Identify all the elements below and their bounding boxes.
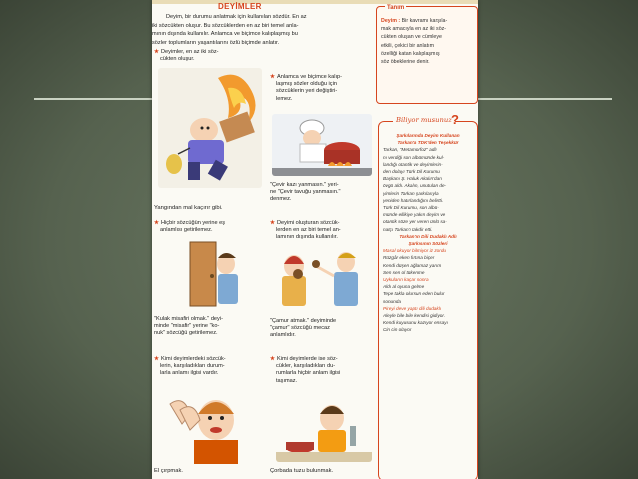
did-you-know-line: Aleyle bile bile kendisi gidiyor.: [383, 313, 446, 319]
did-you-know-line: Masal okuyor bilmiyor iz zordu: [383, 248, 447, 254]
did-you-know-line: münde ellikiye yakın deyim ve: [383, 212, 446, 218]
did-you-know-line: natçı Tarkan'ı takdir etti.: [383, 226, 433, 232]
bullet-text: anlamlısı getirilemez.: [160, 227, 213, 234]
bullet-text: larla anlamı ilgisi vardır.: [160, 370, 219, 377]
bullet-text: lerin, karşıladıkları durum-: [160, 363, 225, 370]
caption-line: minde "misafir" yerine "ko-: [154, 323, 220, 330]
bullet-text: Deyimler, en az iki söz-: [161, 49, 219, 55]
caption-kulak: [154, 316, 264, 338]
did-you-know-line: Başkanı Ş. Haluk Akalın'dan: [383, 176, 442, 182]
caption-line: anlamlıdır.: [270, 332, 296, 339]
bullet-text: lemez.: [276, 95, 293, 102]
question-mark-icon: ?: [451, 112, 459, 127]
did-you-know-line: yimlerin Tarkan şarkılarıyla: [383, 190, 439, 196]
caption-fire: Yangından mal kaçırır gibi.: [154, 205, 223, 211]
did-you-know-line: Rüzgâr eken fırtına biçer: [383, 255, 435, 261]
bullet-text: lamının dışında kullanılır.: [276, 234, 338, 241]
did-you-know-line: Tarkan'a TDK'den Teşekkür: [397, 140, 459, 146]
bullet-text: rumlarla hiçbir anlam ilgisi: [276, 370, 341, 377]
bullet-text: Kimi deyimlerdeki sözcük-: [161, 356, 226, 362]
definition-label: Tanım: [387, 5, 405, 11]
textbook-page: [152, 0, 478, 479]
bullet-text: Deyimi oluşturan sözcük-: [277, 220, 340, 226]
bullet-text: cükler, karşıladıkları du-: [276, 363, 336, 370]
page-title: DEYİMLER: [218, 2, 262, 11]
definition-line: cükten oluşan ve cümleye: [381, 34, 442, 41]
definition-line: söz öbeklerine denir.: [381, 59, 430, 66]
decorative-rule-right: [478, 98, 612, 100]
did-you-know-box: [378, 112, 478, 479]
illustration-mud-throwing: [276, 246, 370, 308]
illustration-soup-bowl: [276, 392, 372, 462]
did-you-know-line: landığı otantik ve deyimlerin-: [383, 161, 443, 167]
did-you-know-line: Pireyi deve yaptı dili dudaklı: [383, 305, 442, 311]
did-you-know-line: Şarkılarında Deyim Kullanan: [396, 133, 460, 138]
caption-line: "çamur" sözcüğü mecaz: [270, 325, 330, 332]
bullet-item-right-3: ★ Kimi deyimlerde ise söz- cükler, karşıladıkları du- rumlarla hiçbir anlam ilgisi taşımaz.: [270, 356, 374, 385]
did-you-know-line: Uykuların kaçar sonra: [383, 277, 429, 283]
did-you-know-line: Şarkısının Sözleri: [408, 241, 448, 247]
caption-line: denmez.: [270, 196, 292, 203]
did-you-know-line: den dolayı Türk Dil Kurumu: [383, 169, 440, 175]
did-you-know-line: Türk Dil Kurumu, son albü-: [383, 205, 439, 211]
definition-line: etkili, çekici bir anlatım: [381, 42, 434, 49]
intro-paragraph: [152, 13, 370, 48]
did-you-know-line: Kendi düşen ağlamaz yarım: [383, 262, 442, 268]
caption-el: El çırpmak.: [154, 468, 183, 474]
did-you-know-line: Aldı al oyuna gelme: [383, 284, 425, 290]
bullet-text: cükten oluşur.: [160, 56, 195, 63]
illustration-cooking-pot: [272, 114, 372, 176]
definition-line: mak amacıyla en az iki söz-: [381, 26, 447, 33]
caption-line: "Çamur atmak." deyiminde: [270, 318, 337, 324]
bullet-text: Kimi deyimlerde ise söz-: [277, 356, 338, 362]
did-you-know-line: Tarkan, "Metamorfoz" adlı: [383, 147, 437, 153]
did-you-know-line: övgü aldı. Akalın, unutulan de-: [383, 183, 447, 189]
caption-line: "Kulak misafiri olmak." deyi-: [154, 316, 223, 322]
caption-corba: Çorbada tuzu bulunmak.: [270, 468, 334, 474]
illustration-fire-escape: [158, 68, 262, 188]
caption-line: nuk" sözcüğü getirilemez.: [154, 330, 218, 337]
illustration-clapping: [160, 384, 260, 464]
intro-line: sözler toplumların yaşantılarını özlü biçimde anlatır.: [152, 40, 280, 47]
bullet-item-right-1: ★ Anlamca ve biçimce kalıp- laşmış sözler olduğu için sözcüklerin yeri değiştiri- lemez.: [270, 74, 372, 103]
bullet-text: laşmış sözler olduğu için: [276, 81, 337, 88]
bullet-item-right-2: ★ Deyimi oluşturan sözcük- lerden en az biri temel an- lamının dışında kullanılır.: [270, 220, 374, 242]
did-you-know-line: Sen sen ol tükenme: [383, 269, 425, 275]
did-you-know-body: [383, 132, 473, 334]
intro-line: iki sözcükten oluşur. Bu sözcüklerden en az biri temel anla-: [152, 22, 299, 29]
bullet-text: Hiçbir sözcüğün yerine eş: [161, 220, 226, 226]
decorative-rule-left: [34, 98, 152, 100]
caption-camur: [270, 318, 374, 340]
bullet-text: Anlamca ve biçimce kalıp-: [277, 74, 342, 80]
did-you-know-line: yeniden hatırlandığını belirtti.: [383, 197, 444, 203]
bullet-text: taşımaz.: [276, 377, 298, 384]
bullet-item-1: ★ Deyimler, en az iki söz- cükten oluşur.: [154, 49, 262, 63]
page-top-band: [152, 0, 478, 4]
did-you-know-line: Tepe takla olursun eden bulur: [383, 291, 445, 297]
bullet-text: sözcüklerin yeri değiştiri-: [276, 88, 338, 95]
illustration-eavesdropping: [186, 240, 250, 310]
did-you-know-header: Biliyor musunuz: [393, 116, 455, 124]
bullet-item-2: ★ Hiçbir sözcüğün yerine eş anlamlısı getirilemez.: [154, 220, 262, 234]
definition-term: Deyim :: [381, 18, 401, 24]
intro-line: Deyim, bir durumu anlatmak için kullanılan sözdür. En az: [166, 14, 307, 20]
bullet-item-3: ★ Kimi deyimlerdeki sözcük- lerin, karşıladıkları durum- larla anlamı ilgisi vardır.: [154, 356, 264, 378]
did-you-know-line: Cin cin olayor: [383, 327, 412, 333]
did-you-know-line: otantik söze yer veren ünlü sa-: [383, 219, 447, 225]
definition-line: Bir kavramı karşıla-: [401, 18, 448, 24]
caption-line: "Çevir kazı yanmasın." yeri-: [270, 182, 339, 188]
did-you-know-line: sonunda: [383, 298, 401, 304]
did-you-know-line: nı verdiği son albümünde kul-: [383, 154, 445, 160]
caption-line: ne "Çevir tavuğu yanmasın.": [270, 189, 341, 196]
caption-kazan: [270, 182, 374, 204]
did-you-know-line: Kendi kuyusunu kazıyor ensayı: [383, 320, 448, 326]
definition-box: [376, 6, 478, 104]
intro-line: mının dışında kullanılır. Anlamca ve biçimce kalıplaşmış bu: [152, 31, 298, 38]
did-you-know-line: Tarkan'ın Dili Dudaklı Adlı: [399, 233, 457, 239]
definition-line: özelliği katan kalıplaşmış: [381, 50, 440, 57]
bullet-text: lerden en az biri temel an-: [276, 227, 341, 234]
